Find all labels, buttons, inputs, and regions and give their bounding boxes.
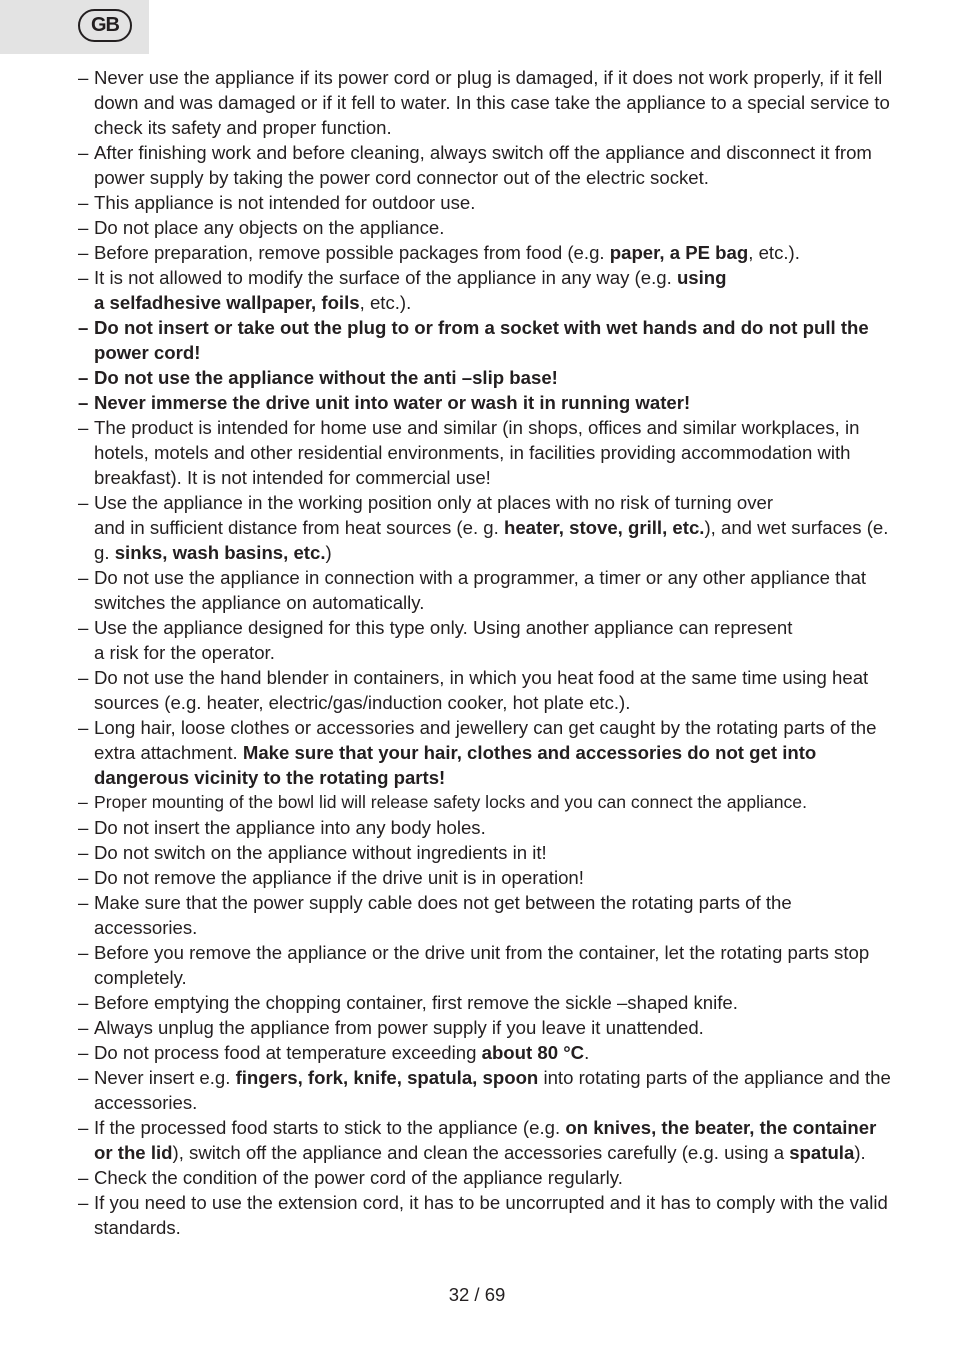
item-text: Do not insert or take out the plug to or from a socket with wet hands and do not pull the power cord! [94,317,869,363]
list-item [78,1040,898,1065]
item-text: ), and wet surfaces (e. g. [94,517,889,563]
item-text: Before preparation, remove possible packages from food (e.g. [94,242,610,263]
list-item [78,1115,898,1165]
item-text: Long hair, loose clothes or accessories and jewellery can get caught by the rotating parts of the extra attachment. [94,717,877,763]
emphasis-text: Make sure that your hair, clothes and accessories do not get into dangerous vicinity to the rotating parts! [94,742,817,788]
list-item [78,615,898,665]
item-text: , etc.). [748,242,800,263]
item-text: Do not use the appliance in connection with a programmer, a timer or any other appliance that switches the appliance on automatically. [94,567,867,613]
emphasis-text: paper, a PE bag [609,242,749,263]
safety-instructions-list [78,65,898,1240]
item-text: . [584,1042,590,1063]
list-item [78,365,898,390]
item-text: Never insert e.g. [94,1067,236,1088]
item-text: ). [854,1142,866,1163]
language-tab [0,0,149,54]
item-text: Do not switch on the appliance without ingredients in it! [94,842,547,863]
item-text: Use the appliance designed for this type only. Using another appliance can represent [94,617,793,638]
list-item [78,990,898,1015]
list-item [78,140,898,190]
list-item [78,1190,898,1240]
list-item [78,865,898,890]
emphasis-text: about 80 °C [481,1042,585,1063]
emphasis-text: fingers, fork, knife, spatula, spoon [235,1067,539,1088]
emphasis-text: heater, stove, grill, etc. [503,517,705,538]
list-item [78,840,898,865]
item-text: Do not use the appliance without the anti –slip base! [94,367,558,388]
emphasis-text: sinks, wash basins, etc. [114,542,326,563]
page-number: 32 / 69 [448,1284,506,1305]
item-text: a risk for the operator. [94,642,275,663]
item-text: ) [325,542,332,563]
list-item [78,565,898,615]
item-text: Check the condition of the power cord of the appliance regularly. [94,1167,623,1188]
list-item [78,790,898,815]
item-text: Always unplug the appliance from power supply if you leave it unattended. [94,1017,704,1038]
list-item [78,815,898,840]
list-item [78,415,898,490]
list-item [78,1015,898,1040]
list-item [78,65,898,140]
item-text: , etc.). [359,292,412,313]
list-item [78,665,898,715]
item-text: The product is intended for home use and similar (in shops, offices and similar workplaces, in hotels, motels and other residential environments, in facilities providing accommodation with breakfast). It is not intended for commercial use! [94,417,860,488]
item-text: ), switch off the appliance and clean the accessories carefully (e.g. using a [172,1142,790,1163]
emphasis-text: using [676,267,727,288]
item-text: If you need to use the extension cord, it has to be uncorrupted and it has to comply with the valid standards. [94,1192,888,1238]
item-text: Do not use the hand blender in containers, in which you heat food at the same time using heat sources (e.g. heater, electric/gas/induction cooker, hot plate etc.). [94,667,869,713]
list-item [78,190,898,215]
list-item [78,1065,898,1115]
list-item [78,265,898,315]
item-text: After finishing work and before cleaning, always switch off the appliance and disconnect it from power supply by taking the power cord connector out of the electric socket. [94,142,872,188]
language-badge: GB [78,9,132,42]
item-text: Never immerse the drive unit into water or wash it in running water! [94,392,691,413]
list-item [78,1165,898,1190]
list-item [78,890,898,940]
item-text: Do not insert the appliance into any body holes. [94,817,486,838]
emphasis-text: a selfadhesive wallpaper, foils [94,292,360,313]
item-text: If the processed food starts to stick to the appliance (e.g. [94,1117,566,1138]
list-item [78,315,898,365]
item-text: Before emptying the chopping container, first remove the sickle –shaped knife. [94,992,738,1013]
item-text: It is not allowed to modify the surface of the appliance in any way (e.g. [94,267,677,288]
item-text: into rotating parts of the appliance and the accessories. [94,1067,891,1113]
list-item [78,490,898,565]
item-text: Do not remove the appliance if the drive unit is in operation! [94,867,584,888]
item-text: Make sure that the power supply cable does not get between the rotating parts of the accessories. [94,892,792,938]
emphasis-text: spatula [789,1142,855,1163]
list-item [78,940,898,990]
emphasis-text: on knives, the beater, the container or the lid [94,1117,877,1163]
item-text: Never use the appliance if its power cord or plug is damaged, if it does not work properly, if it fell down and was damaged or if it fell to water. In this case take the appliance to a special service to check its safety and proper function. [94,67,890,138]
list-item [78,715,898,790]
item-text: Proper mounting of the bowl lid will release safety locks and you can connect the appliance. [94,792,807,812]
item-text: Before you remove the appliance or the drive unit from the container, let the rotating parts stop completely. [94,942,870,988]
list-item [78,240,898,265]
item-text: Do not process food at temperature exceeding [94,1042,482,1063]
item-text: Do not place any objects on the appliance. [94,217,445,238]
item-text: This appliance is not intended for outdoor use. [94,192,476,213]
item-text: Use the appliance in the working position only at places with no risk of turning over [94,492,774,513]
list-item [78,215,898,240]
list-item [78,390,898,415]
item-text: and in sufficient distance from heat sources (e. g. [94,517,504,538]
